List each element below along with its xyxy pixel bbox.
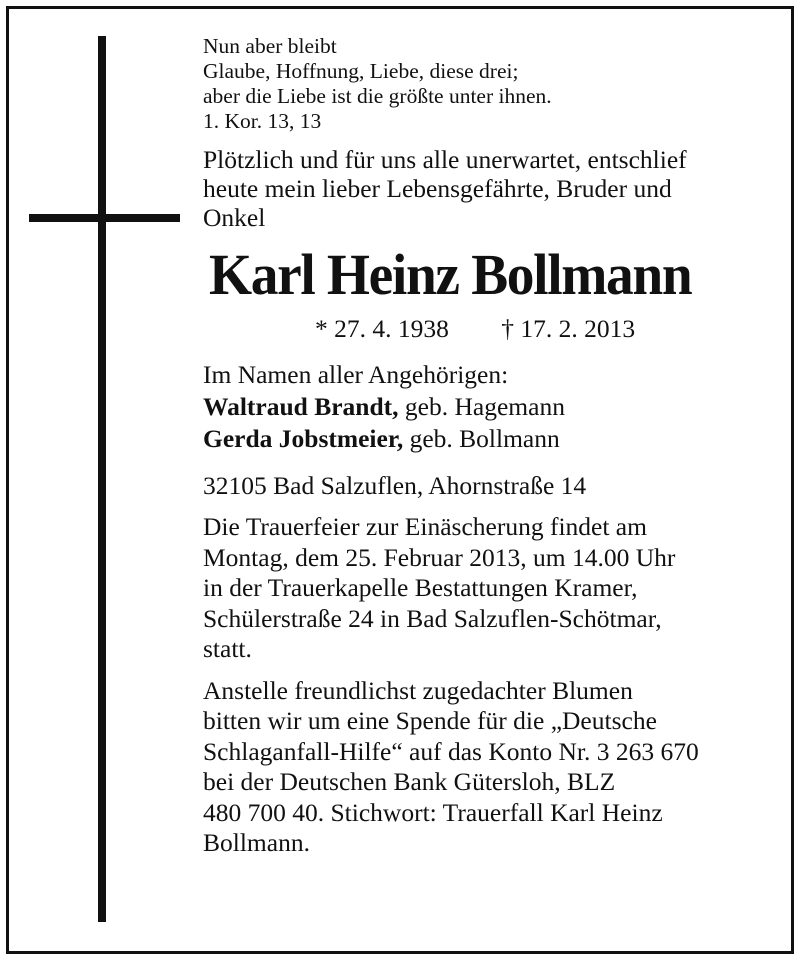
mourner-entry	[203, 423, 783, 455]
funeral-line: statt.	[203, 634, 252, 663]
donation-line: 480 700 40. Stichwort: Trauerfall Karl Heinz	[203, 797, 663, 827]
mourner-maiden-name: geb. Bollmann	[403, 424, 560, 453]
verse-line: Glaube, Hoffnung, Liebe, diese drei;	[203, 59, 519, 83]
life-dates	[315, 314, 783, 344]
funeral-line: Schülerstraße 24 in Bad Salzuflen-Schötmar,	[203, 603, 662, 633]
announcement-line: heute mein lieber Lebensgefährte, Bruder und	[203, 174, 672, 203]
donation-line: bitten wir um eine Spende für die „Deutsche	[203, 706, 657, 735]
donation-line: Schlaganfall-Hilfe“ auf das Konto Nr. 3 263 670	[203, 736, 699, 766]
verse-reference: 1. Kor. 13, 13	[203, 109, 322, 133]
notice-content	[203, 34, 783, 859]
birth-date: * 27. 4. 1938	[315, 314, 449, 343]
mourners-section	[203, 359, 783, 455]
deceased-name: Karl Heinz Bollmann	[209, 242, 692, 307]
verse-line: Nun aber bleibt	[203, 34, 337, 58]
donation-line: Anstelle freundlichst zugedachter Blumen	[203, 675, 633, 705]
family-address: 32105 Bad Salzuflen, Ahornstraße 14	[203, 471, 587, 500]
mourner-entry	[203, 391, 783, 423]
verse-line: aber die Liebe ist die größte unter ihnen.	[203, 84, 552, 108]
announcement-line: Onkel	[203, 203, 266, 232]
announcement-line: Plötzlich und für uns alle unerwartet, entschlief	[203, 145, 687, 174]
cross-horizontal-bar	[29, 214, 180, 222]
mourners-heading: Im Namen aller Angehörigen:	[203, 360, 509, 389]
mourner-maiden-name: geb. Hagemann	[398, 392, 565, 421]
funeral-line: Montag, dem 25. Februar 2013, um 14.00 Uhr	[203, 542, 676, 572]
donation-line: bei der Deutschen Bank Gütersloh, BLZ	[203, 767, 616, 796]
donation-line: Bollmann.	[203, 828, 310, 857]
funeral-details	[203, 512, 783, 665]
funeral-line: in der Trauerkapelle Bestattungen Kramer,	[203, 573, 638, 602]
death-date: † 17. 2. 2013	[501, 314, 636, 343]
mourner-name: Gerda Jobstmeier,	[203, 424, 404, 453]
cross-vertical-bar	[98, 36, 106, 922]
mourner-name: Waltraud Brandt,	[203, 392, 399, 421]
donation-request	[203, 676, 783, 859]
bible-verse	[203, 34, 783, 134]
funeral-line: Die Trauerfeier zur Einäscherung findet am	[203, 512, 647, 541]
death-announcement	[203, 145, 783, 232]
